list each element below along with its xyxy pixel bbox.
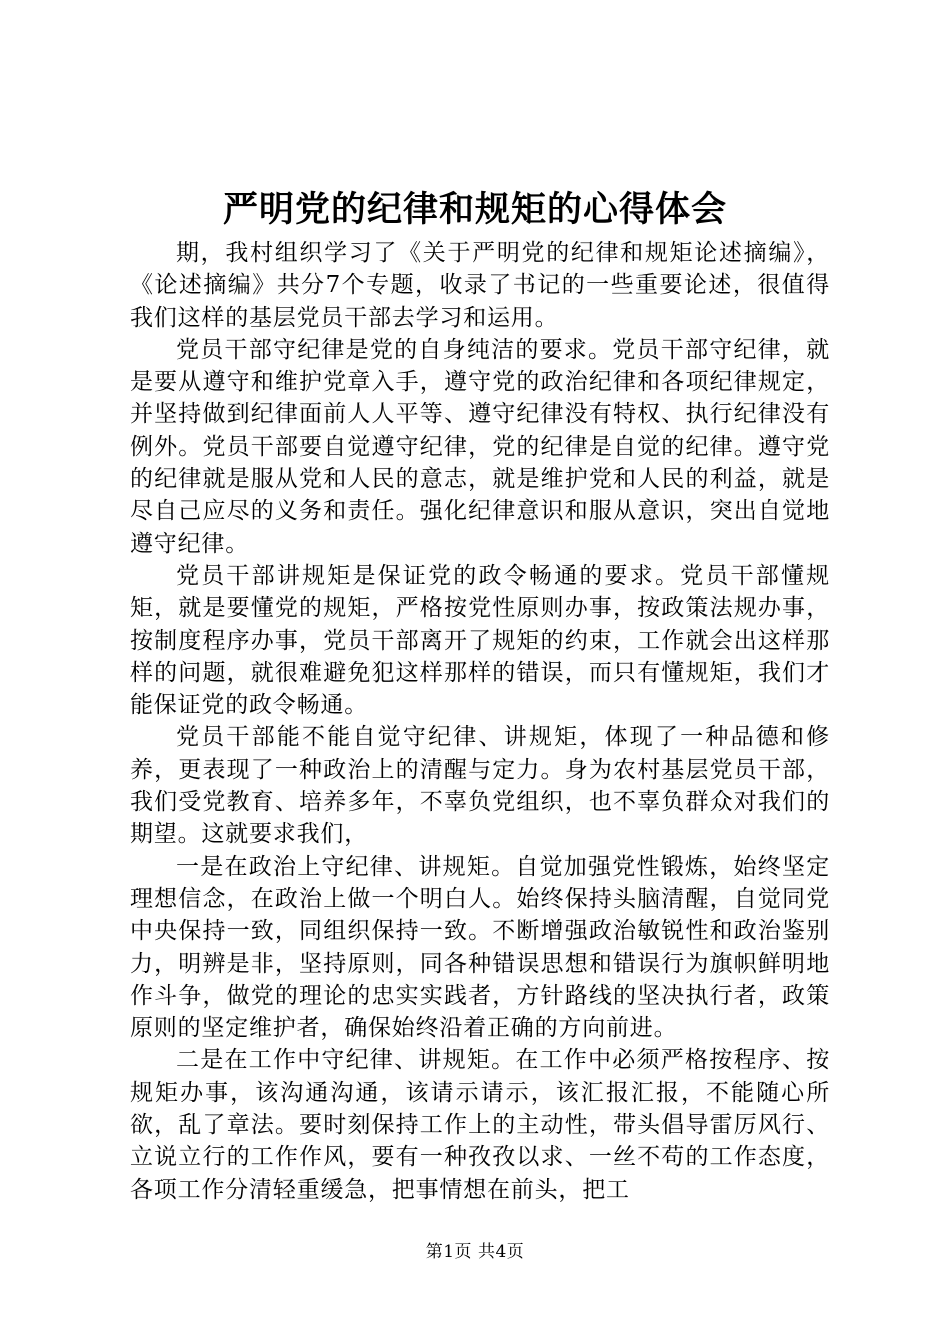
paragraph: 二是在工作中守纪律、讲规矩。在工作中必须严格按程序、按规矩办事，该沟通沟通，该请示请示，该汇报汇报，不能随心所欲，乱了章法。要时刻保持工作上的主动性，带头倡导雷厉风行、立说立行的工作作风，要有一种孜孜以求、一丝不苟的工作态度，各项工作分清轻重缓急，把事情想在前头，把工 xyxy=(130,1047,830,1203)
document-title: 严明党的纪律和规矩的心得体会 xyxy=(222,189,727,230)
paragraph: 党员干部讲规矩是保证党的政令畅通的要求。党员干部懂规矩，就是要懂党的规矩，严格按党性原则办事，按政策法规办事，按制度程序办事，党员干部离开了规矩的约束，工作就会出这样那样的问题，就很难避免犯这样那样的错误，而只有懂规矩，我们才能保证党的政令畅通。 xyxy=(130,562,830,719)
paragraph: 一是在政治上守纪律、讲规矩。自觉加强党性锻炼，始终坚定理想信念，在政治上做一个明白人。始终保持头脑清醒，自觉同党中央保持一致，同组织保持一致。不断增强政治敏锐性和政治鉴别力，明辨是非，坚持原则，同各种错误思想和错误行为旗帜鲜明地作斗争，做党的理论的忠实实践者，方针路线的坚决执行者，政策原则的坚定维护者，确保始终沿着正确的方向前进。 xyxy=(130,853,830,1042)
page-number-footer: 第1页 共4页 xyxy=(425,1242,525,1262)
document-body xyxy=(130,237,830,1203)
paragraph: 党员干部守纪律是党的自身纯洁的要求。党员干部守纪律，就是要从遵守和维护党章入手，遵守党的政治纪律和各项纪律规定，并坚持做到纪律面前人人平等、遵守纪律没有特权、执行纪律没有例外。党员干部要自觉遵守纪律，党的纪律是自觉的纪律。遵守党的纪律就是服从党和人民的意志，就是维护党和人民的利益，就是尽自己应尽的义务和责任。强化纪律意识和服从意识，突出自觉地遵守纪律。 xyxy=(130,336,830,557)
paragraph: 党员干部能不能自觉守纪律、讲规矩，体现了一种品德和修养，更表现了一种政治上的清醒与定力。身为农村基层党员干部，我们受党教育、培养多年，不辜负党组织，也不辜负群众对我们的期望。这就要求我们， xyxy=(130,724,830,848)
paragraph: 期，我村组织学习了《关于严明党的纪律和规矩论述摘编》，《论述摘编》共分7个专题，收录了书记的一些重要论述，很值得我们这样的基层党员干部去学习和运用。 xyxy=(130,240,830,331)
